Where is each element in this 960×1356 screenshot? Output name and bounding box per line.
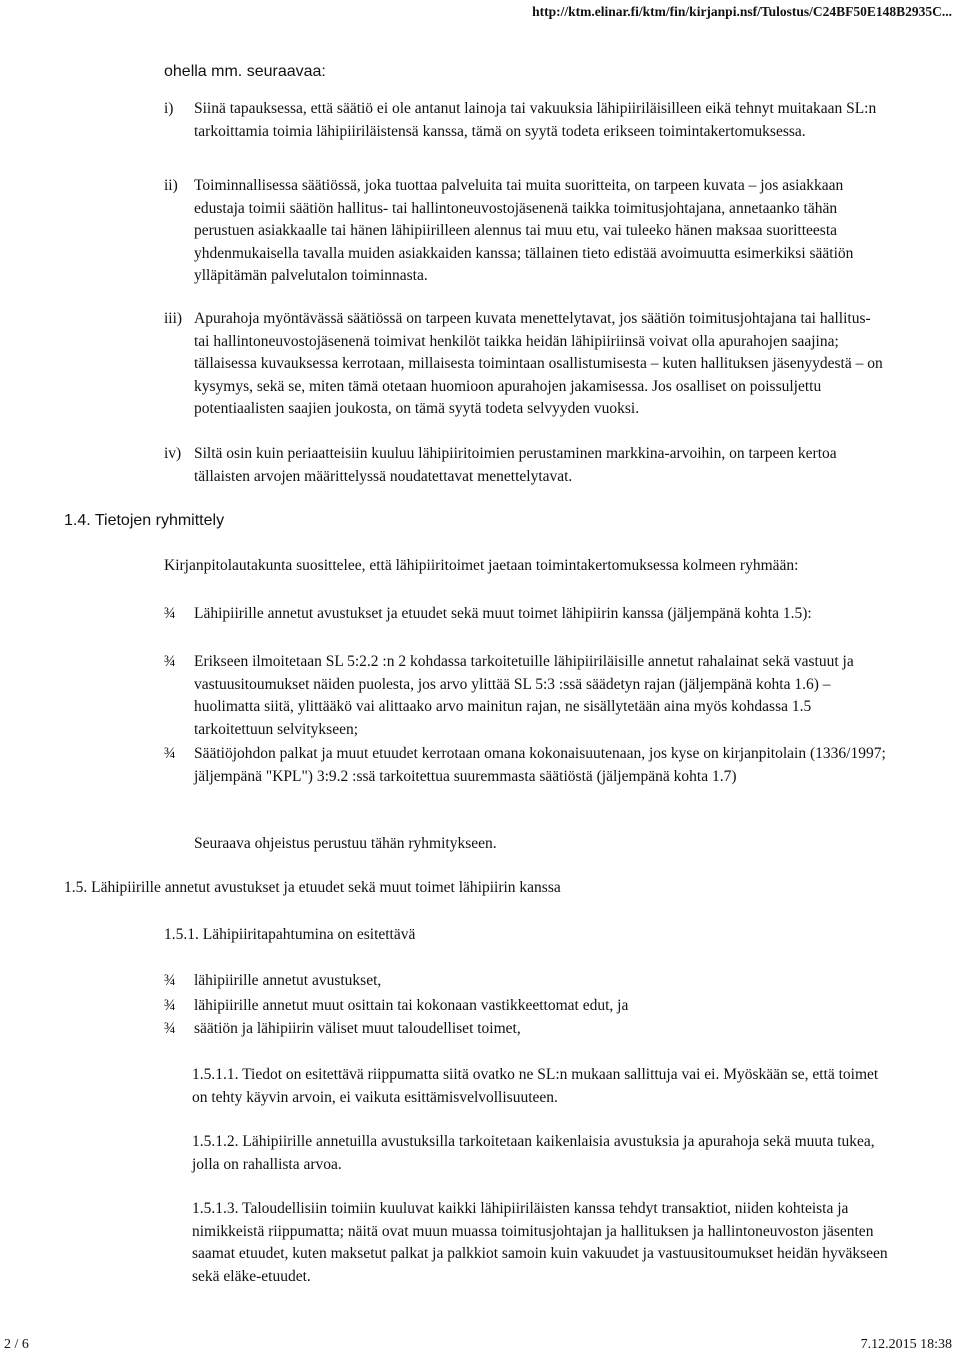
subsection-1-5-1-1 bbox=[192, 1064, 892, 1109]
section-heading-1-5: 1.5. Lähipiirille annetut avustukset ja etuudet sekä muut toimet lähipiirin kanssa bbox=[64, 879, 561, 896]
list-item-text: Siltä osin kuin periaatteisiin kuuluu lähipiiritoimien perustaminen markkina-arvoihin, on tarpeen kertoa tällaisten arvojen määrittelyssä noudatettavat menettelytavat. bbox=[194, 445, 837, 485]
bullet-symbol: ¾ bbox=[164, 997, 176, 1014]
list-item bbox=[164, 603, 889, 626]
subsection-1-5-1-3 bbox=[192, 1198, 892, 1288]
page-number: 2 / 6 bbox=[4, 1337, 29, 1352]
section-1-4-intro: Kirjanpitolautakunta suosittelee, että lähipiiritoimet jaetaan toimintakertomuksessa kolmeen ryhmään: bbox=[164, 557, 799, 574]
list-item bbox=[164, 995, 864, 1018]
bullet-text: lähipiirille annetut muut osittain tai kokonaan vastikkeettomat edut, ja bbox=[194, 997, 629, 1014]
bullet-text: lähipiirille annetut avustukset, bbox=[194, 972, 382, 989]
list-item bbox=[164, 970, 864, 993]
list-item bbox=[164, 98, 884, 143]
list-item-text: Apurahoja myöntävässä säätiössä on tarpeen kuvata menettelytavat, jos säätiön toimitusjohtajana tai hallitus- tai hallintoneuvostojäsenenä toimivat henkilöt taikka heidän lähipiiriinsä voivat olla apurahojen saajina; tällaisessa kuvauksessa kerrotaan, millaisesta toimintaan osallistumisesta – kuten hallituksen jäsenyydestä – on kysymys, sekä se, miten tämä otetaan huomioon apurahojen jakamisessa. Jos osalliset on poissuljettu potentiaalisten saajien joukosta, on tämä syytä todeta selvyyden vuoksi. bbox=[194, 310, 883, 417]
list-item bbox=[164, 443, 884, 488]
section-heading-1-4: 1.4. Tietojen ryhmittely bbox=[64, 512, 225, 529]
subsection-text: Lähipiirille annetuilla avustuksilla tarkoitetaan kaikenlaisia avustuksia ja apurahoja sekä muuta tukea, jolla on rahallista arvoa. bbox=[192, 1133, 875, 1173]
list-item-text: Siinä tapauksessa, että säätiö ei ole antanut lainoja tai vakuuksia lähipiiriläisilleen eikä tehnyt muitakaan SL:n tarkoittamia toimia lähipiiriläistensä kanssa, tämä on syytä todeta erikseen toimintakertomuksessa. bbox=[194, 100, 877, 140]
subsection-number: 1.5.1.1. bbox=[192, 1066, 239, 1083]
subsection-number: 1.5.1.2. bbox=[192, 1133, 239, 1150]
list-item-label: i) bbox=[164, 100, 174, 117]
print-datetime: 7.12.2015 18:38 bbox=[860, 1337, 952, 1352]
subsection-text: Taloudellisiin toimiin kuuluvat kaikki lähipiiriläisten kanssa tehdyt transaktiot, niiden kohteista ja nimikkeistä riippumatta; näitä ovat muun muassa toimitusjohtajan ja hallituksen ja hallintoneuvoston jäsenten saamat etuudet, kuten maksetut palkat ja palkkiot samoin kuin vakuudet ja vastuusitoumukset heidän hyväkseen sekä eläke-etuudet. bbox=[192, 1200, 888, 1285]
bullet-text: Lähipiirille annetut avustukset ja etuudet sekä muut toimet lähipiirin kanssa (jäljempänä kohta 1.5): bbox=[194, 605, 812, 622]
list-item bbox=[164, 743, 889, 788]
section-heading-1-5-1: 1.5.1. Lähipiiritapahtumina on esitettävä bbox=[164, 926, 416, 943]
subsection-1-5-1-2 bbox=[192, 1131, 892, 1176]
list-item-label: iv) bbox=[164, 445, 182, 462]
bullet-text: Erikseen ilmoitetaan SL 5:2.2 :n 2 kohdassa tarkoitetuille lähipiiriläisille annetut rahalainat sekä vastuut ja vastuusitoumukset näiden puolesta, jos arvo ylittää SL 5:3 :ssä säädetyn rajan (jäljempänä kohta 1.6) – huolimatta siitä, ylittääkö vai alittaako arvo mainitun rajan, ne sisällytetään aina myös kohdassa 1.5 tarkoitettuun selvitykseen; bbox=[194, 653, 854, 738]
subsection-number: 1.5.1.3. bbox=[192, 1200, 239, 1217]
list-item bbox=[164, 175, 884, 288]
list-item bbox=[164, 1018, 864, 1041]
list-item bbox=[164, 308, 884, 421]
bullet-symbol: ¾ bbox=[164, 605, 176, 622]
bullet-symbol: ¾ bbox=[164, 745, 176, 762]
list-item bbox=[164, 651, 889, 741]
bullet-symbol: ¾ bbox=[164, 1020, 176, 1037]
list-item-label: iii) bbox=[164, 310, 183, 327]
subsection-text: Tiedot on esitettävä riippumatta siitä ovatko ne SL:n mukaan sallittuja vai ei. Myöskään se, että toimet on tehty käyvin arvoin, ei vaikuta esittämisvelvollisuuteen. bbox=[192, 1066, 879, 1106]
bullet-text: säätiön ja lähipiirin väliset muut taloudelliset toimet, bbox=[194, 1020, 521, 1037]
bullet-text: Säätiöjohdon palkat ja muut etuudet kerrotaan omana kokonaisuutenaan, jos kyse on kirjanpitolain (1336/1997; jäljempänä "KPL") 3:9.2 :ssä tarkoitettua suuremmasta säätiöstä (jäljempänä kohta 1.7) bbox=[194, 745, 886, 785]
list-item-text: Toiminnallisessa säätiössä, joka tuottaa palveluita tai muita suoritteita, on tarpeen kuvata – jos asiakkaan edustaja toimii säätiön hallitus- tai hallintoneuvostojäsenenä taikka toimitusjohtajana, annetaanko tähän perustuen asiakkaalle tai hänen lähipiirilleen alennus tai muu etu, vai tuleeko hänen maksaa suoritteesta yhdenmukaisella tavalla muiden asiakkaiden kanssa; tällainen tieto edistää avoimuutta esimerkiksi säätiön ylläpitämän palvelutalon toiminnasta. bbox=[194, 177, 854, 284]
intro-text: ohella mm. seuraavaa: bbox=[164, 63, 326, 80]
bullet-symbol: ¾ bbox=[164, 653, 176, 670]
page-url: http://ktm.elinar.fi/ktm/fin/kirjanpi.nsf/Tulostus/C24BF50E148B2935C... bbox=[532, 4, 952, 19]
section-1-4-closing: Seuraava ohjeistus perustuu tähän ryhmitykseen. bbox=[194, 835, 497, 852]
bullet-symbol: ¾ bbox=[164, 972, 176, 989]
list-item-label: ii) bbox=[164, 177, 178, 194]
